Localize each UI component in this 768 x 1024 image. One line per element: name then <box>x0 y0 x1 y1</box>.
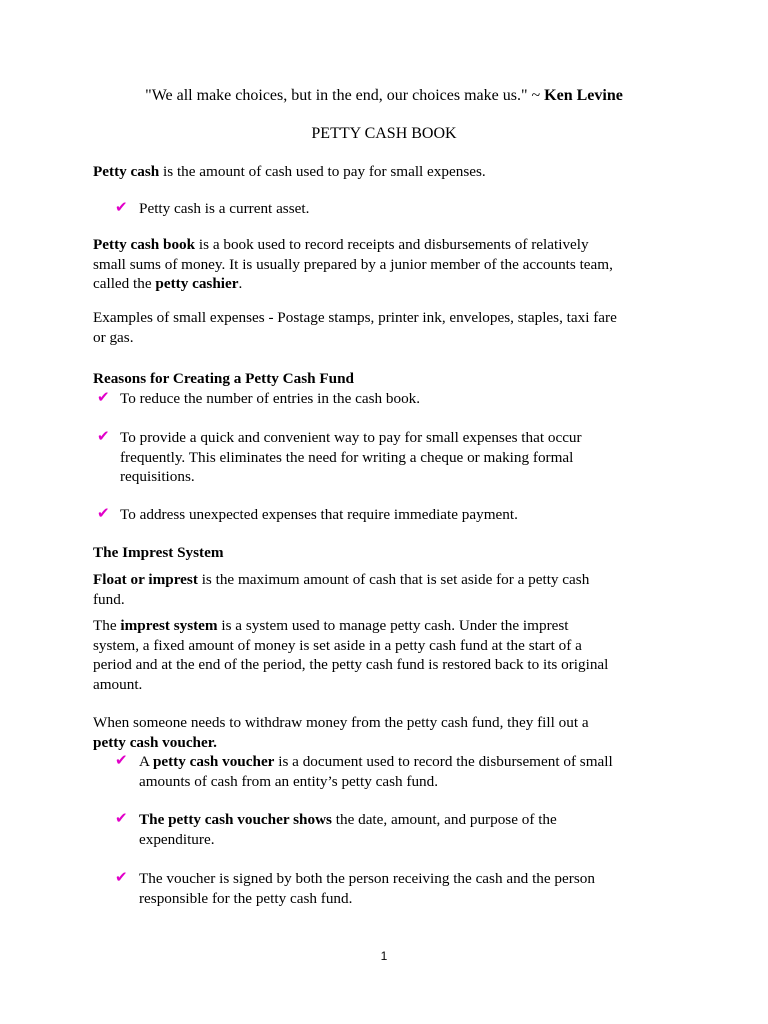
epigraph-quote <box>0 86 768 106</box>
imprest-line-1 <box>93 616 693 636</box>
page-title: PETTY CASH BOOK <box>311 125 457 142</box>
imprest-system-paragraph <box>93 616 693 694</box>
book-line-3-pre: called the <box>93 275 156 292</box>
float-line-1-text: is the maximum amount of cash that is set aside for a petty cash <box>197 571 590 588</box>
voucher-bullet-1-text: is a document used to record the disbursement of small <box>274 753 613 770</box>
float-definition <box>93 570 693 609</box>
petty-cash-book-definition <box>93 235 693 294</box>
reason-item-2-line-1: To provide a quick and convenient way to pay for small expenses that occur <box>120 429 582 446</box>
voucher-bullet-1-pre: A <box>139 753 153 770</box>
voucher-bullet-2-text: the date, amount, and purpose of the <box>331 811 557 828</box>
petty-cash-definition <box>93 162 683 182</box>
voucher-bullet-2-line-2: expenditure. <box>139 830 215 848</box>
reasons-heading <box>93 369 683 389</box>
book-line-1 <box>93 235 693 255</box>
imprest-heading-text: The Imprest System <box>93 544 224 561</box>
voucher-bullet-2-line-1 <box>139 810 699 830</box>
checkmark-icon: ✔ <box>115 198 128 216</box>
reason-item-1: To reduce the number of entries in the cash book. <box>120 390 421 407</box>
petty-cash-term: Petty cash <box>93 163 160 180</box>
examples-line-1: Examples of small expenses - Postage stamps, printer ink, envelopes, staples, taxi fare <box>93 309 617 326</box>
imprest-line-3: period and at the end of the period, the petty cash fund is restored back to its original <box>93 656 609 673</box>
voucher-intro <box>93 713 693 752</box>
reasons-heading-text: Reasons for Creating a Petty Cash Fund <box>93 370 355 387</box>
book-line-3 <box>93 274 693 294</box>
voucher-bullet-3 <box>139 869 699 908</box>
examples-line-2: or gas. <box>93 328 134 346</box>
voucher-bullet-1 <box>139 752 699 791</box>
voucher-intro-line-1: When someone needs to withdraw money from the petty cash fund, they fill out a <box>93 714 589 731</box>
reason-item-2 <box>120 428 680 487</box>
float-line-2: fund. <box>93 590 125 608</box>
reason-item-2-line-2: frequently. This eliminates the need for writing a cheque or making formal <box>120 448 574 466</box>
checkmark-icon: ✔ <box>97 427 110 445</box>
checkmark-icon: ✔ <box>115 751 128 769</box>
page-number: 1 <box>380 949 388 963</box>
float-term: Float or imprest <box>93 571 198 588</box>
book-line-1-text: is a book used to record receipts and disbursements of relatively <box>195 236 589 253</box>
quote-author: Ken Levine <box>544 87 623 104</box>
voucher-bullet-1-term: petty cash voucher <box>152 753 275 770</box>
book-line-2: small sums of money. It is usually prepared by a junior member of the accounts team, <box>93 255 613 273</box>
voucher-bullet-3-line-1: The voucher is signed by both the person receiving the cash and the person <box>139 870 595 887</box>
examples-paragraph <box>93 308 693 347</box>
checkmark-icon: ✔ <box>115 868 128 886</box>
checkmark-icon: ✔ <box>115 809 128 827</box>
checkmark-icon: ✔ <box>97 388 110 406</box>
imprest-line-2: system, a fixed amount of money is set aside in a petty cash fund at the start of a <box>93 636 582 654</box>
voucher-bullet-1-line-1 <box>139 752 699 772</box>
voucher-bullet-2-term: The petty cash voucher shows <box>139 811 332 828</box>
book-line-3-post: . <box>238 275 243 292</box>
imprest-line-1-pre: The <box>93 617 121 634</box>
imprest-heading <box>93 543 683 563</box>
imprest-line-1-text: is a system used to manage petty cash. Under the imprest <box>217 617 569 634</box>
voucher-bullet-1-line-2: amounts of cash from an entity’s petty cash fund. <box>139 772 439 790</box>
reason-item-3: To address unexpected expenses that require immediate payment. <box>120 506 518 523</box>
voucher-bullet-2 <box>139 810 699 849</box>
imprest-system-term: imprest system <box>120 617 218 634</box>
checkmark-icon: ✔ <box>97 504 110 522</box>
reason-item-2-line-3: requisitions. <box>120 468 195 485</box>
current-asset-bullet: Petty cash is a current asset. <box>139 200 310 217</box>
quote-text: "We all make choices, but in the end, our choices make us." ~ <box>145 87 545 104</box>
petty-cash-voucher-term: petty cash voucher. <box>93 733 217 751</box>
imprest-line-4: amount. <box>93 675 143 693</box>
petty-cash-book-term: Petty cash book <box>93 236 196 253</box>
voucher-intro-line-2 <box>93 733 693 753</box>
voucher-bullet-3-line-2: responsible for the petty cash fund. <box>139 889 353 907</box>
petty-cashier-term: petty cashier <box>155 275 239 292</box>
float-line-1 <box>93 570 693 590</box>
petty-cash-definition-text: is the amount of cash used to pay for small expenses. <box>159 163 486 180</box>
